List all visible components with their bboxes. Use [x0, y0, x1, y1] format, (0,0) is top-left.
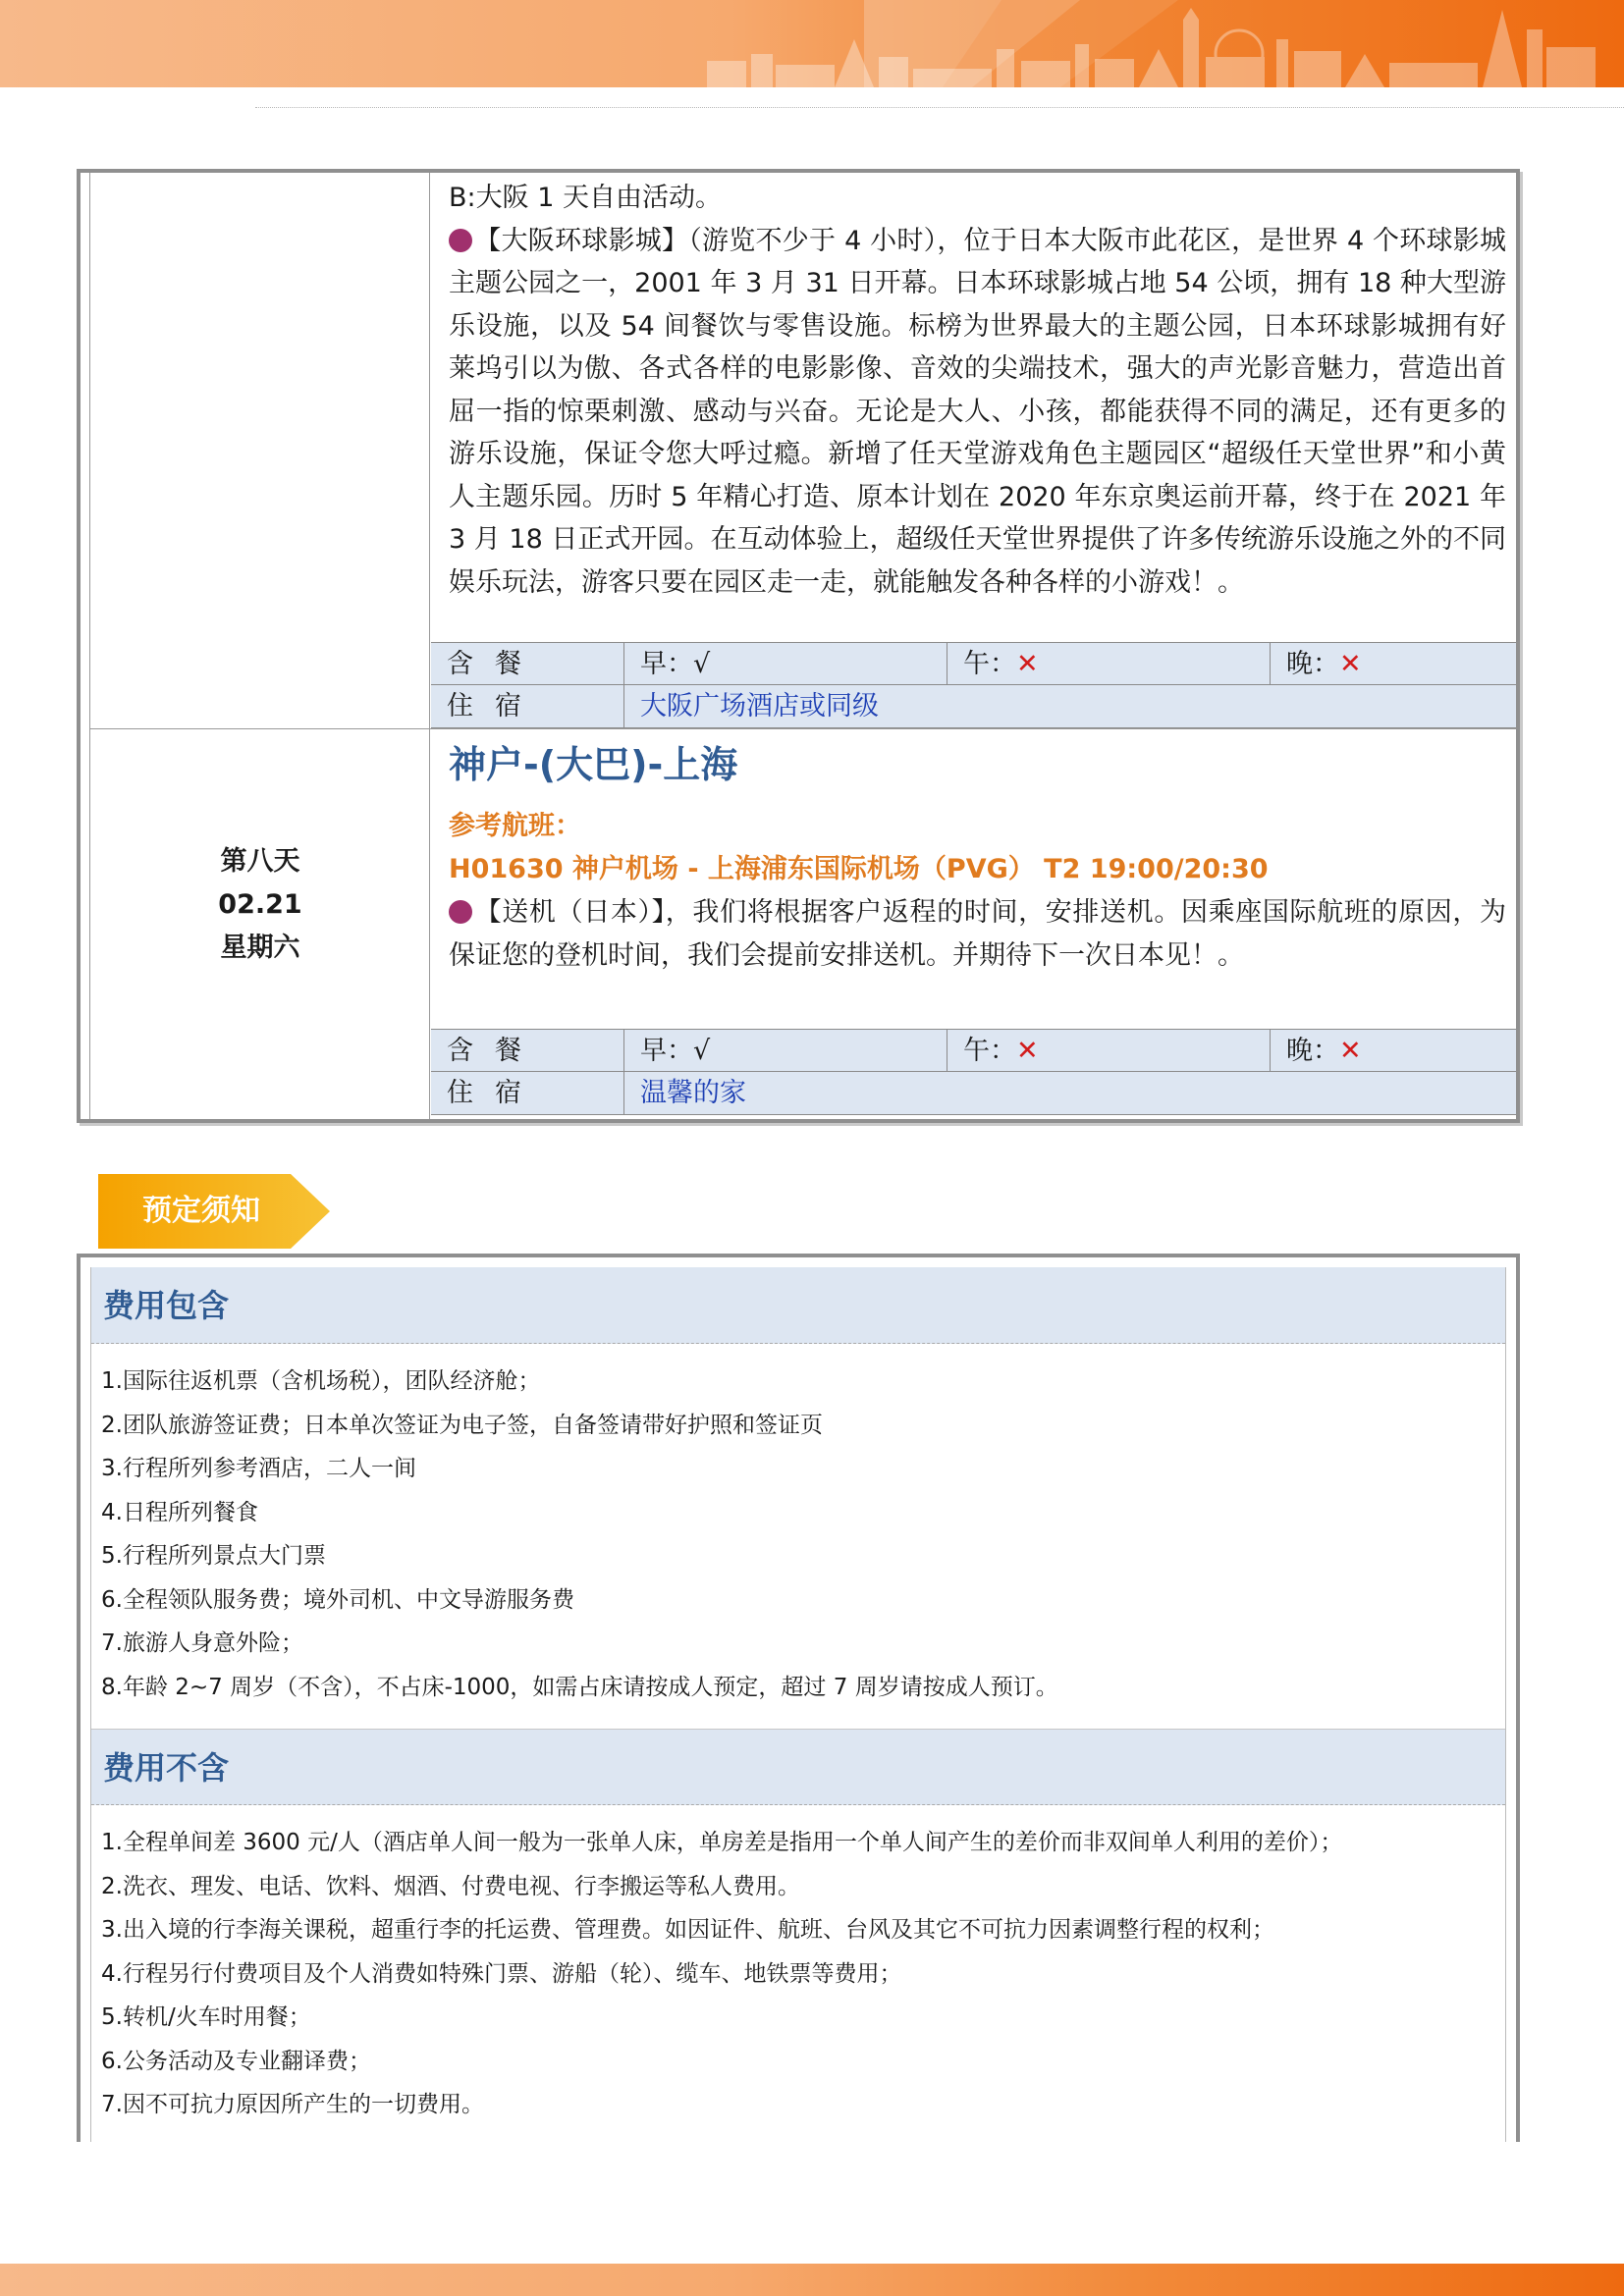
day7-intro: B:大阪 1 天自由活动。 — [449, 183, 722, 213]
flight-label: 参考航班： — [449, 811, 581, 841]
list-item: 8.年龄 2~7 周岁（不含），不占床-1000，如需占床请按成人预定，超过 7 周岁请按成人预订。 — [101, 1674, 1058, 1700]
excluded-heading: 费用不含 — [91, 1729, 1505, 1805]
list-item: 6.公务活动及专业翻译费； — [101, 2048, 371, 2074]
list-item: 5.行程所列景点大门票 — [101, 1543, 326, 1569]
day7-attraction-text: （游览不少于 4 小时），位于日本大阪市此花区，是世界 4 个环球影城主题公园之一，2001 年 3 月 31 日开幕。日本环球影城占地 54 公顷，拥有 18 种大型游乐设施，以及 54 间餐饮与零售设施。标榜为世界最大的主题公园，日本环球影城拥有好莱坞引以为傲、各式各样的电影影像、音效的尖端技术，强大的声光影音魅力，营造出首屈一指的惊栗刺激、感动与兴奋。无论是大人、小孩，都能获得不同的满足，还有更多的游乐设施，保证令您大呼过瘾。新增了任天堂游戏角色主题园区“超级任天堂世界”和小黄人主题乐园。历时 5 年精心打造、原本计划在 2020 年东京奥运前开幕，终于在 2021 年 3 月 18 日正式开园。在互动体验上，超级任天堂世界提供了许多传统游乐设施之外的不同娱乐玩法，游客只要在园区走一走，就能触发各种各样的小游戏！。 — [449, 225, 1506, 598]
booking-notice-tag — [98, 1174, 330, 1249]
dinner-cell: 晚：✕ — [1286, 649, 1362, 679]
list-item: 7.旅游人身意外险； — [101, 1630, 303, 1656]
header-banner — [0, 0, 1624, 87]
day8-content — [431, 736, 1516, 977]
day7-content — [431, 177, 1516, 604]
day8-activity-text: ，我们将根据客户返程的时间，安排送机。因乘座国际航班的原因，为保证您的登机时间，我们会提前安排送机。并期待下一次日本见！。 — [449, 897, 1507, 971]
included-heading: 费用包含 — [91, 1267, 1505, 1344]
cross-icon: ✕ — [1339, 649, 1362, 679]
list-item: 1.全程单间差 3600 元/人（酒店单人间一般为一张单人床，单房差是指用一个单人间产生的差价而非双间单人利用的差价）； — [101, 1830, 1343, 1855]
day8-meal-hotel — [81, 1029, 1516, 1117]
hotel-label: 住宿 — [447, 1078, 543, 1108]
hotel-name: 温馨的家 — [640, 1078, 746, 1108]
header-divider — [255, 107, 1624, 108]
day7-attraction — [431, 220, 1516, 605]
day8-meal-row — [431, 1029, 1516, 1072]
day7-attraction-name: 【大阪环球影城】 — [474, 225, 689, 256]
cross-icon: ✕ — [1339, 1036, 1362, 1066]
day8-date: 02.21 — [218, 889, 302, 920]
breakfast-cell: 早：√ — [624, 643, 947, 684]
itinerary-table — [77, 169, 1520, 1123]
booking-notice-title: 预定须知 — [142, 1194, 260, 1228]
city-skyline-icon — [0, 0, 1624, 87]
list-item: 2.洗衣、理发、电话、饮料、烟酒、付费电视、行李搬运等私人费用。 — [101, 1873, 800, 1899]
list-item: 7.因不可抗力原因所产生的一切费用。 — [101, 2092, 484, 2117]
day8-label: 第八天 — [220, 846, 300, 877]
bullet-dot-icon — [449, 229, 472, 252]
day8-route-title: 神户-(大巴)-上海 — [449, 743, 738, 786]
booking-notice-box — [77, 1254, 1520, 2142]
day7-hotel-row — [431, 685, 1516, 728]
list-item: 6.全程领队服务费；境外司机、中文导游服务费 — [101, 1586, 574, 1613]
lunch-cell: 午：✕ — [947, 643, 1271, 684]
day8-activity — [431, 891, 1516, 977]
cross-icon: ✕ — [1016, 1036, 1039, 1066]
day8-activity-name: 【送机（日本）】 — [474, 897, 666, 928]
included-list — [91, 1360, 1505, 1709]
day8-weekday: 星期六 — [220, 933, 300, 963]
list-item: 3.出入境的行李海关课税，超重行李的托运费、管理费。如因证件、航班、台风及其它不可抗力因素调整行程的权利； — [101, 1917, 1274, 1943]
footer-band — [0, 2264, 1624, 2296]
flight-info: H01630 神户机场 - 上海浦东国际机场（PVG） T2 19:00/20:30 — [449, 854, 1269, 884]
meal-label: 含餐 — [447, 1036, 543, 1066]
cross-icon: ✕ — [1016, 649, 1039, 679]
hotel-name: 大阪广场酒店或同级 — [640, 691, 879, 721]
lunch-cell: 午：✕ — [947, 1030, 1271, 1071]
day7-meal-hotel — [81, 642, 1516, 730]
excluded-list — [91, 1821, 1505, 2127]
list-item: 2.团队旅游签证费；日本单次签证为电子签，自备签请带好护照和签证页 — [101, 1412, 823, 1438]
dinner-cell: 晚：✕ — [1286, 1036, 1362, 1066]
day8-hotel-row — [431, 1072, 1516, 1115]
hotel-label: 住宿 — [447, 691, 543, 721]
list-item: 5.转机/火车时用餐； — [101, 2004, 311, 2030]
bullet-dot-icon — [449, 900, 472, 924]
list-item: 4.日程所列餐食 — [101, 1499, 258, 1525]
day7-meal-row — [431, 642, 1516, 685]
breakfast-cell: 早：√ — [624, 1030, 947, 1071]
list-item: 3.行程所列参考酒店，二人一间 — [101, 1456, 416, 1481]
meal-label: 含餐 — [447, 649, 543, 679]
day-divider — [90, 728, 1516, 729]
list-item: 4.行程另行付费项目及个人消费如特殊门票、游船（轮）、缆车、地铁票等费用； — [101, 1960, 902, 1987]
list-item: 1.国际往返机票（含机场税），团队经济舱； — [101, 1368, 541, 1394]
